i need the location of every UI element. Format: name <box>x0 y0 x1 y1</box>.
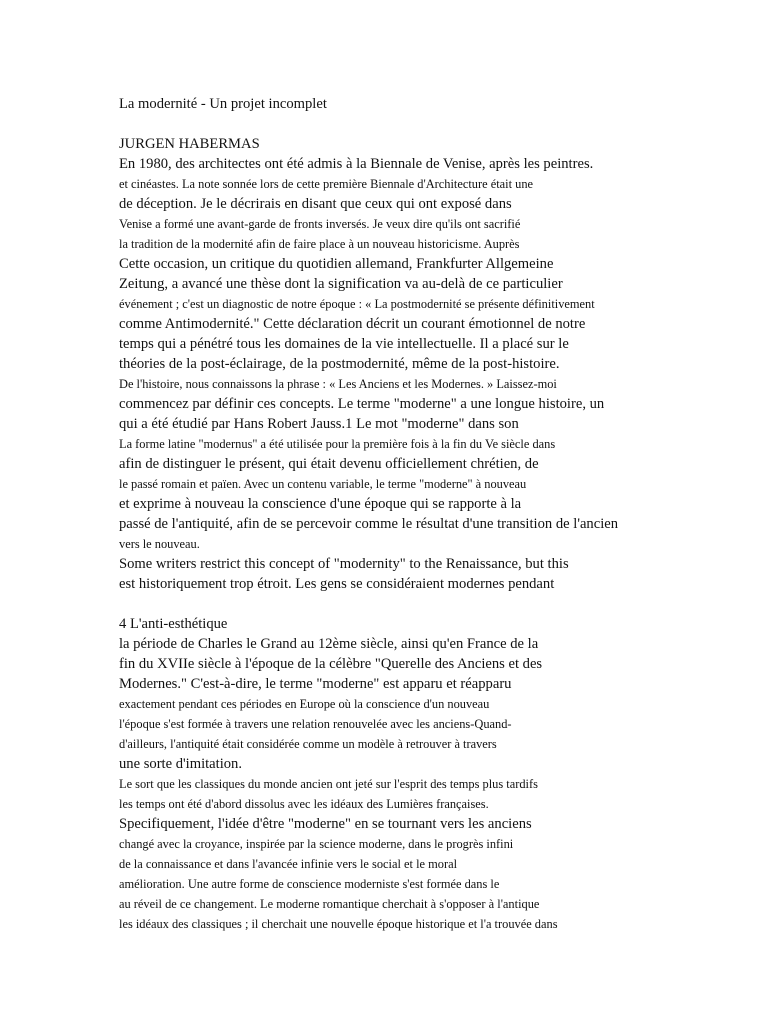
text-line: temps qui a pénétré tous les domaines de la vie intellectuelle. Il a placé sur le <box>119 336 569 352</box>
text-line: la période de Charles le Grand au 12ème siècle, ainsi qu'en France de la <box>119 636 539 652</box>
text-line: de déception. Je le décrirais en disant que ceux qui ont exposé dans <box>119 196 512 212</box>
text-line: vers le nouveau. <box>119 537 200 551</box>
text-line: la tradition de la modernité afin de faire place à un nouveau historicisme. Auprès <box>119 237 520 251</box>
text-line: Modernes." C'est-à-dire, le terme "moderne" est apparu et réapparu <box>119 676 512 692</box>
text-line: au réveil de ce changement. Le moderne romantique cherchait à s'opposer à l'antique <box>119 897 540 911</box>
text-line: et exprime à nouveau la conscience d'une époque qui se rapporte à la <box>119 496 522 512</box>
text-line: commencez par définir ces concepts. Le terme "moderne" a une longue histoire, un <box>119 396 605 412</box>
text-line: les idéaux des classiques ; il cherchait une nouvelle époque historique et l'a trouvée dans <box>119 917 558 931</box>
text-line: Some writers restrict this concept of "modernity" to the Renaissance, but this <box>119 556 569 572</box>
text-line: amélioration. Une autre forme de conscience moderniste s'est formée dans le <box>119 877 500 891</box>
text-line: théories de la post-éclairage, de la postmodernité, même de la post-histoire. <box>119 356 560 372</box>
text-line: événement ; c'est un diagnostic de notre époque : « La postmodernité se présente définitivement <box>119 297 595 311</box>
document-title: La modernité - Un projet incomplet <box>119 96 327 112</box>
text-line: qui a été étudié par Hans Robert Jauss.1 Le mot "moderne" dans son <box>119 416 519 432</box>
text-line: Specifiquement, l'idée d'être "moderne" en se tournant vers les anciens <box>119 816 532 832</box>
text-line: exactement pendant ces périodes en Europe où la conscience d'un nouveau <box>119 697 490 711</box>
text-line: l'époque s'est formée à travers une relation renouvelée avec les anciens-Quand- <box>119 717 512 731</box>
text-line: De l'histoire, nous connaissons la phrase : « Les Anciens et les Modernes. » Laissez-moi <box>119 377 557 391</box>
section-heading: 4 L'anti-esthétique <box>119 616 228 632</box>
text-line: les temps ont été d'abord dissolus avec les idéaux des Lumières françaises. <box>119 797 489 811</box>
text-line: de la connaissance et dans l'avancée infinie vers le social et le moral <box>119 857 458 871</box>
document-body <box>119 94 659 934</box>
text-line: comme Antimodernité." Cette déclaration décrit un courant émotionnel de notre <box>119 316 586 332</box>
text-line: le passé romain et païen. Avec un contenu variable, le terme "moderne" à nouveau <box>119 477 527 491</box>
text-line: Venise a formé une avant-garde de fronts inversés. Je veux dire qu'ils ont sacrifié <box>119 217 521 231</box>
text-line: afin de distinguer le présent, qui était devenu officiellement chrétien, de <box>119 456 539 472</box>
text-line: passé de l'antiquité, afin de se percevoir comme le résultat d'une transition de l'ancien <box>119 516 619 532</box>
text-line: Cette occasion, un critique du quotidien allemand, Frankfurter Allgemeine <box>119 256 554 272</box>
text-line: d'ailleurs, l'antiquité était considérée comme un modèle à retrouver à travers <box>119 737 497 751</box>
text-line: Zeitung, a avancé une thèse dont la signification va au-delà de ce particulier <box>119 276 563 292</box>
text-line: La forme latine "modernus" a été utilisée pour la première fois à la fin du Ve siècle dans <box>119 437 556 451</box>
text-line: Le sort que les classiques du monde ancien ont jeté sur l'esprit des temps plus tardifs <box>119 777 538 791</box>
blank-line <box>119 594 659 614</box>
text-line: fin du XVIIe siècle à l'époque de la célèbre "Querelle des Anciens et des <box>119 656 543 672</box>
text-line: une sorte d'imitation. <box>119 756 243 772</box>
text-line: changé avec la croyance, inspirée par la science moderne, dans le progrès infini <box>119 837 514 851</box>
text-line: et cinéastes. La note sonnée lors de cette première Biennale d'Architecture était une <box>119 177 534 191</box>
author-name: JURGEN HABERMAS <box>119 136 260 152</box>
blank-line <box>119 114 659 134</box>
text-line: En 1980, des architectes ont été admis à la Biennale de Venise, après les peintres. <box>119 156 594 172</box>
text-line: est historiquement trop étroit. Les gens se considéraient modernes pendant <box>119 576 555 592</box>
